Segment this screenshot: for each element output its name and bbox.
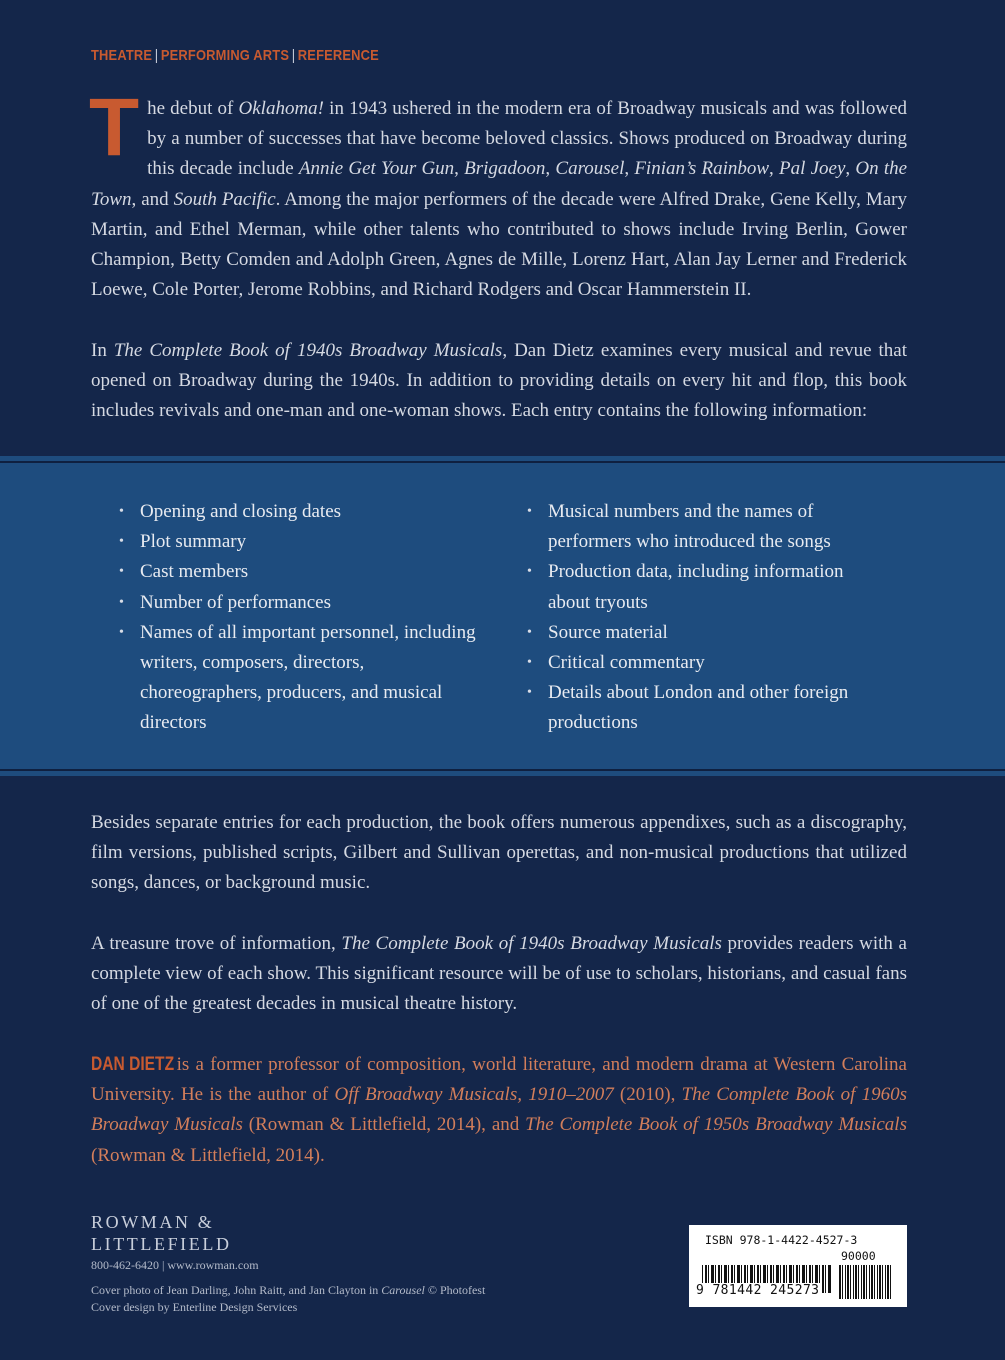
text-run: © Photofest [424, 1283, 486, 1297]
feature-item: • Critical commentary [525, 648, 885, 678]
text-run: (Rowman & Littlefield, 2014), and [242, 1114, 526, 1136]
italic-title: Off Broadway Musicals, 1910–2007 [334, 1084, 614, 1106]
barcode-digits: 9 781442 245273 [696, 1283, 820, 1298]
text-run: . Among the major performers of the decade were Alfred Drake, Gene Kelly, Mary Martin, and Ethel Merman, while other talents who contributed to shows include Irving Berlin, Gower Champion, Betty Comden and Adolph Green, Agnes de Mille, Lorenz Hart, Alan Jay Lerner and Frederick Loewe, Cole Porter, Jerome Robbins, and Richard Rodgers and Oscar Hammerstein II. [91, 188, 907, 301]
appendix-paragraph [91, 808, 907, 899]
italic-title: Pal Joey [779, 158, 846, 180]
feature-item: • Production data, including information about tryouts [525, 557, 885, 617]
cover-credits [91, 1282, 485, 1316]
publisher-line-2: LITTLEFIELD [91, 1234, 232, 1254]
text-run: In [91, 340, 114, 361]
feature-item: • Source material [525, 618, 885, 648]
italic-title: Carousel [381, 1283, 425, 1297]
italic-title: The Complete Book of 1940s Broadway Musicals [113, 340, 503, 361]
intro-paragraph-1-text [89, 82, 908, 301]
text-run: provides readers with a complete view of each show. This significant resource will be of use to scholars, historians, and casual fans of one of the greatest decades in musical theatre history. [91, 933, 907, 1015]
features-list-right [525, 497, 885, 739]
feature-item: • Opening and closing dates [117, 497, 477, 527]
category-performing-arts: PERFORMING ARTS [160, 47, 290, 64]
author-bio [91, 1050, 907, 1171]
italic-title: Finian’s Rainbow [634, 158, 770, 180]
features-list-left [117, 497, 477, 739]
category-separator: | [291, 47, 296, 64]
barcode-addon: 90000 [841, 1249, 876, 1263]
italic-title: South Pacific [173, 188, 276, 210]
drop-cap: T [89, 82, 140, 173]
italic-title: The Complete Book of 1940s Broadway Musicals [341, 933, 722, 954]
intro-paragraph-1 [89, 82, 908, 305]
cover-design-credit: Cover design by Enterline Design Services [91, 1300, 298, 1314]
text-run: A treasure trove of information, [91, 933, 342, 954]
feature-item: • Plot summary [117, 527, 477, 557]
author-bio-text [91, 1054, 907, 1166]
text-run: Besides separate entries for each production, the book offers numerous appendixes, such as a discography, film versions, published scripts, Gilbert and Sullivan operettas, and non-musical productions that utilized songs, dances, or background music. [91, 812, 907, 894]
text-run: (Rowman & Littlefield, 2014). [91, 1144, 325, 1166]
italic-title: The Complete Book of 1950s Broadway Musicals [525, 1114, 907, 1136]
band-rule-bottom [0, 769, 1005, 771]
cover-photo-credit [91, 1282, 485, 1299]
text-run: , [769, 158, 780, 180]
intro-paragraph-2 [91, 336, 907, 427]
band-rule-top [0, 461, 1005, 463]
text-run: in 1943 ushered in the modern era of Broadway musicals and was followed by a number of successes that have become beloved classics. Shows produced on Broadway during this decade include [147, 98, 907, 180]
category-reference: REFERENCE [297, 47, 379, 64]
text-run: , [545, 158, 556, 180]
summary-paragraph [91, 929, 907, 1020]
category-theatre: THEATRE [91, 47, 153, 64]
italic-title: Brigadoon [464, 158, 546, 180]
text-run: , [454, 158, 465, 180]
text-run: , Dan Dietz examines every musical and revue that opened on Broadway during the 1940s. In addition to providing details on every hit and flop, this book includes revivals and one-man and one-woman shows. Each entry contains the following information: [91, 340, 907, 422]
publisher-line-1: ROWMAN & [91, 1212, 215, 1232]
isbn-barcode [689, 1225, 907, 1307]
text-run: (2010), [613, 1084, 682, 1106]
text-run: , [845, 158, 856, 180]
text-run: he debut of [147, 98, 239, 119]
barcode-addon-bars [839, 1265, 891, 1299]
italic-title: Carousel [555, 158, 625, 180]
italic-title: The Complete Book of 1960s Broadway Musicals [91, 1084, 907, 1136]
italic-title: On the Town [91, 158, 908, 210]
italic-title: Annie Get Your Gun [298, 158, 455, 180]
publisher-logo [91, 1211, 232, 1255]
author-name: DAN DIETZ [91, 1054, 175, 1075]
feature-item: • Musical numbers and the names of performers who introduced the songs [525, 497, 885, 557]
category-labels [91, 47, 379, 64]
feature-item: • Number of performances [117, 588, 477, 618]
feature-item: • Details about London and other foreign productions [525, 678, 885, 738]
category-separator: | [154, 47, 159, 64]
text-run: is a former professor of composition, world literature, and modern drama at Western Carolina University. He is the author of [91, 1054, 907, 1106]
italic-title: Oklahoma! [238, 98, 325, 119]
text-run: Cover photo of Jean Darling, John Raitt, and Jan Clayton in [91, 1283, 382, 1297]
publisher-contact: 800-462-6420 | www.rowman.com [91, 1258, 259, 1272]
text-run: , and [131, 188, 174, 210]
isbn-label: ISBN 978-1-4422-4527-3 [705, 1233, 858, 1247]
feature-item: • Names of all important personnel, including writers, composers, directors, choreographers, producers, and musical directors [117, 618, 477, 739]
text-run: , [624, 158, 635, 180]
feature-item: • Cast members [117, 557, 477, 587]
